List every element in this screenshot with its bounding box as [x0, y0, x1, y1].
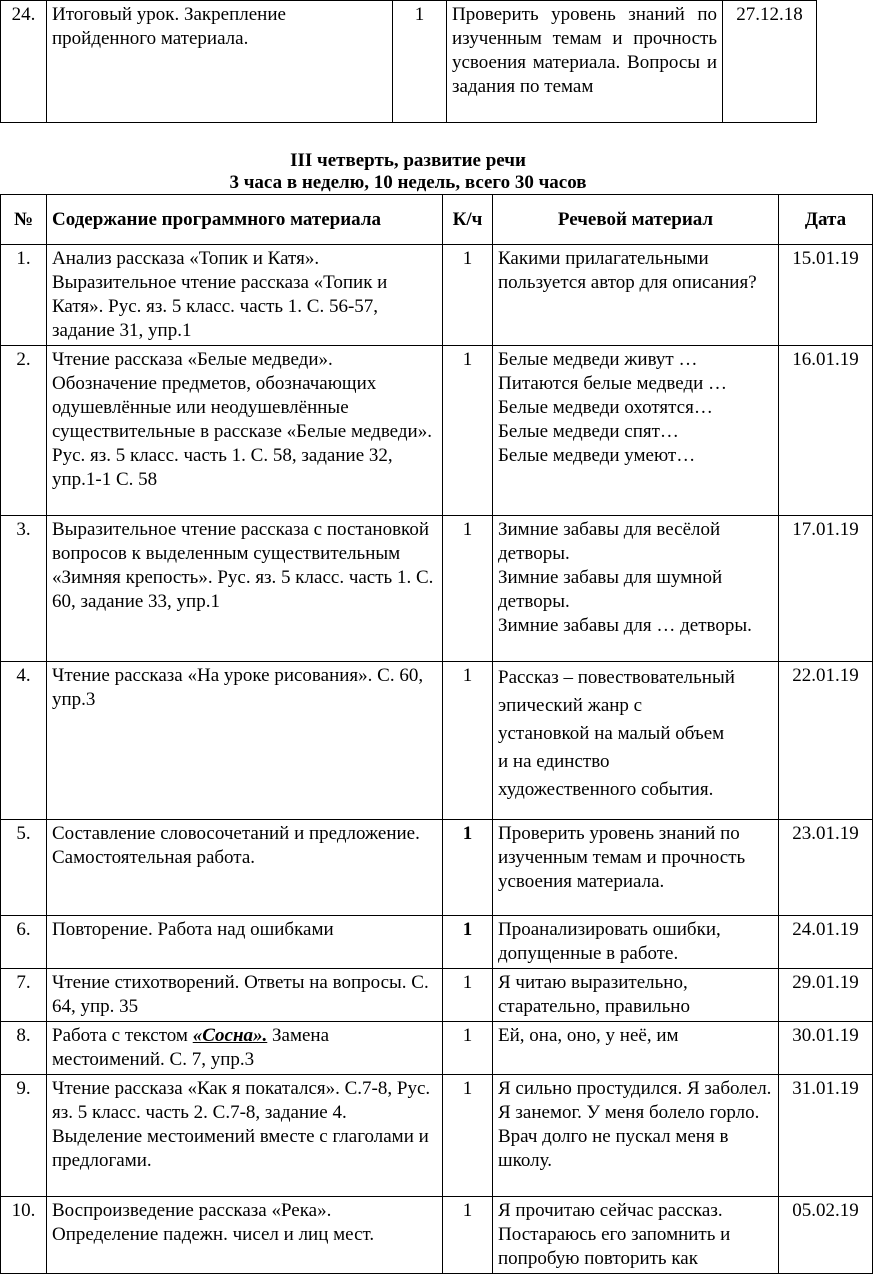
- content-text: Работа с текстом: [52, 1025, 193, 1046]
- table-row: [1, 820, 873, 916]
- section-heading: III четверть, развитие речи: [290, 150, 526, 171]
- content-cell: Итоговый урок. Закрепление пройденного материала.: [47, 1, 393, 123]
- row-number: 10.: [1, 1197, 47, 1274]
- hours-cell: 1: [443, 1075, 493, 1197]
- material-cell: [493, 662, 779, 820]
- hours-cell: 1: [393, 1, 447, 123]
- row-number: 2.: [1, 346, 47, 516]
- section-subheading: 3 часа в неделю, 10 недель, всего 30 часов: [229, 172, 587, 193]
- material-line: Зимние забавы для весёлой детворы.: [498, 519, 721, 564]
- row-number: 1.: [1, 245, 47, 346]
- content-cell: Чтение рассказа «Как я покатался». С.7-8, Рус. яз. 5 класс. часть 2. С.7-8, задание 4. Выделение местоимений вместе с глаголами и предлогами.: [47, 1075, 443, 1197]
- hours-cell: 1: [443, 346, 493, 516]
- table-row: [1, 1022, 873, 1075]
- previous-section-table: [0, 0, 817, 123]
- content-text: Замена местоимений. С. 7, упр.3: [52, 1025, 330, 1070]
- column-header-hours: К/ч: [443, 195, 493, 245]
- date-cell: 29.01.19: [779, 969, 873, 1022]
- hours-cell: 1: [443, 820, 493, 916]
- material-line: Белые медведи спят…: [498, 421, 679, 442]
- material-line: Белые медведи охотятся…: [498, 397, 713, 418]
- row-number: 5.: [1, 820, 47, 916]
- column-header-content: Содержание программного материала: [47, 195, 443, 245]
- material-line: установкой на малый объем: [498, 723, 725, 744]
- hours-cell: 1: [443, 1197, 493, 1274]
- material-line: Какими прилагательными пользуется автор для описания?: [498, 248, 757, 293]
- table-row: [1, 969, 873, 1022]
- material-cell: [493, 516, 779, 662]
- row-number: 7.: [1, 969, 47, 1022]
- hours-cell: 1: [443, 245, 493, 346]
- hours-cell: 1: [443, 516, 493, 662]
- text-title: «Сосна».: [192, 1025, 268, 1046]
- table-row: [1, 916, 873, 969]
- lesson-plan-table: [0, 194, 873, 1274]
- date-cell: 17.01.19: [779, 516, 873, 662]
- material-cell: Проверить уровень знаний по изученным темам и прочность усвоения материала. Вопросы и задания по темам: [447, 1, 723, 123]
- row-number: 9.: [1, 1075, 47, 1197]
- content-cell: Выразительное чтение рассказа с постановкой вопросов к выделенным существительным «Зимняя крепость». Рус. яз. 5 класс. часть 1. С. 60, задание 33, упр.1: [47, 516, 443, 662]
- material-line: Рассказ – повествовательный: [498, 667, 735, 688]
- content-cell: Чтение рассказа «Белые медведи». Обозначение предметов, обозначающих одушевлённые или неодушевлённые существительные в рассказе «Белые медведи». Рус. яз. 5 класс. часть 1. С. 58, задание 32, упр.1-1 С. 58: [47, 346, 443, 516]
- row-number: 4.: [1, 662, 47, 820]
- table-row: [1, 1, 817, 123]
- hours-cell: 1: [443, 1022, 493, 1075]
- material-line: Питаются белые медведи …: [498, 373, 728, 394]
- material-cell: [493, 969, 779, 1022]
- table-row: [1, 516, 873, 662]
- content-cell: Составление словосочетаний и предложение. Самостоятельная работа.: [47, 820, 443, 916]
- date-cell: 16.01.19: [779, 346, 873, 516]
- date-cell: 22.01.19: [779, 662, 873, 820]
- material-cell: [493, 1197, 779, 1274]
- date-cell: 05.02.19: [779, 1197, 873, 1274]
- material-line: Белые медведи умеют…: [498, 445, 696, 466]
- date-cell: 30.01.19: [779, 1022, 873, 1075]
- table-row: [1, 245, 873, 346]
- date-cell: 27.12.18: [723, 1, 817, 123]
- table-row: [1, 1197, 873, 1274]
- table-row: [1, 662, 873, 820]
- row-number: 3.: [1, 516, 47, 662]
- row-number: 24.: [1, 1, 47, 123]
- content-cell: Чтение стихотворений. Ответы на вопросы. С. 64, упр. 35: [47, 969, 443, 1022]
- material-line: Проанализировать ошибки, допущенные в работе.: [498, 919, 721, 964]
- material-line: Ей, она, оно, у неё, им: [498, 1025, 679, 1046]
- date-cell: 15.01.19: [779, 245, 873, 346]
- content-cell: Чтение рассказа «На уроке рисования». С. 60, упр.3: [47, 662, 443, 820]
- material-cell: [493, 1075, 779, 1197]
- material-line: и на единство: [498, 751, 610, 772]
- column-header-material: Речевой материал: [493, 195, 779, 245]
- material-cell: [493, 1022, 779, 1075]
- material-cell: [493, 916, 779, 969]
- row-number: 8.: [1, 1022, 47, 1075]
- hours-cell: 1: [443, 662, 493, 820]
- table-row: [1, 346, 873, 516]
- material-line: эпический жанр с: [498, 695, 643, 716]
- column-header-num: №: [1, 195, 47, 245]
- hours-cell: 1: [443, 916, 493, 969]
- table-header-row: [1, 195, 873, 245]
- content-cell: Воспроизведение рассказа «Река». Определение падежн. чисел и лиц мест.: [47, 1197, 443, 1274]
- material-line: Я сильно простудился. Я заболел. Я занемог. У меня болело горло. Врач долго не пускал меня в школу.: [498, 1078, 772, 1171]
- date-cell: 24.01.19: [779, 916, 873, 969]
- content-cell: [47, 1022, 443, 1075]
- row-number: 6.: [1, 916, 47, 969]
- material-cell: [493, 245, 779, 346]
- material-line: Белые медведи живут …: [498, 349, 698, 370]
- date-cell: 23.01.19: [779, 820, 873, 916]
- material-line: художественного события.: [498, 779, 714, 800]
- date-cell: 31.01.19: [779, 1075, 873, 1197]
- content-cell: Анализ рассказа «Топик и Катя». Выразительное чтение рассказа «Топик и Катя». Рус. яз. 5 класс. часть 1. С. 56-57, задание 31, упр.1: [47, 245, 443, 346]
- material-line: Зимние забавы для … детворы.: [498, 615, 752, 636]
- hours-cell: 1: [443, 969, 493, 1022]
- material-line: Я читаю выразительно, старательно, правильно: [498, 972, 690, 1017]
- content-cell: Повторение. Работа над ошибками: [47, 916, 443, 969]
- material-line: Проверить уровень знаний по изученным темам и прочность усвоения материала.: [498, 823, 746, 892]
- material-line: Я прочитаю сейчас рассказ. Постараюсь его запомнить и попробую повторить как: [498, 1200, 731, 1269]
- column-header-date: Дата: [779, 195, 873, 245]
- material-cell: [493, 820, 779, 916]
- material-line: Зимние забавы для шумной детворы.: [498, 567, 723, 612]
- table-row: [1, 1075, 873, 1197]
- material-cell: [493, 346, 779, 516]
